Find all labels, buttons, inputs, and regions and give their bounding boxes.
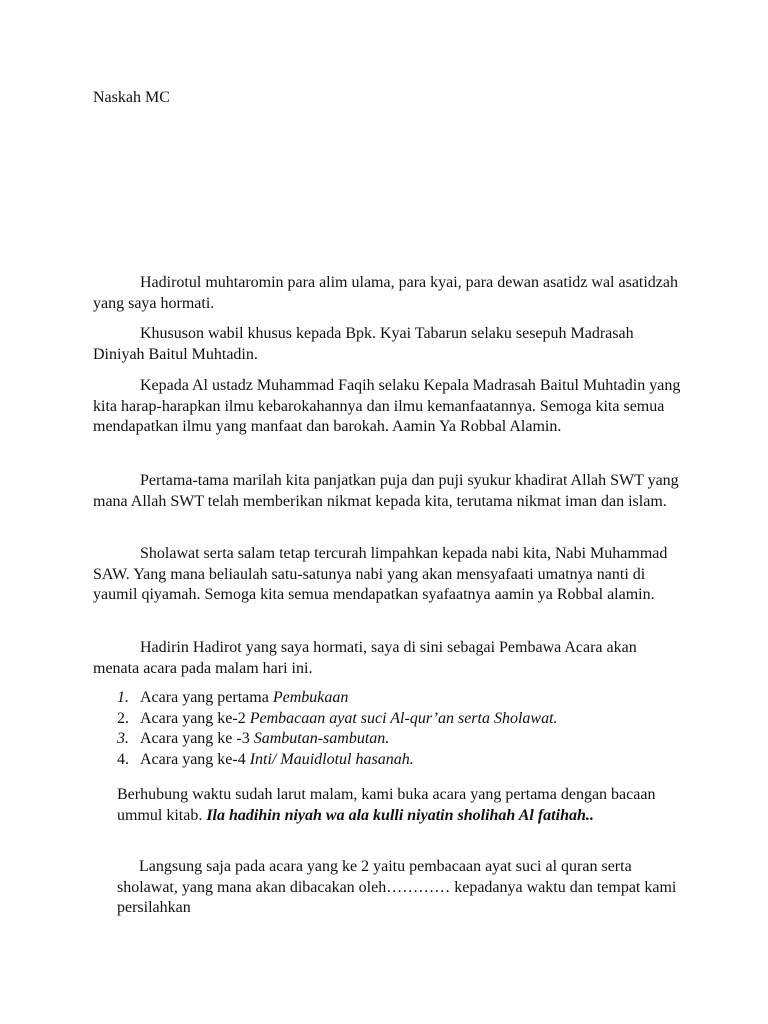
agenda-prefix: Acara yang ke -3 bbox=[140, 730, 254, 747]
agenda-number: 1. bbox=[117, 689, 129, 706]
agenda-number: 4. bbox=[117, 750, 129, 768]
paragraph-closing bbox=[117, 785, 681, 826]
paragraph-closing-emphasis: Ila hadihin niyah wa ala kulli niyatin sholihah Al fatihah.. bbox=[206, 806, 594, 824]
paragraph-final-text: Langsung saja pada acara yang ke 2 yaitu pembacaan ayat suci al quran serta sholawat, yang mana akan dibacakan oleh………… kepadanya waktu dan tempat kami persilahkan bbox=[117, 858, 677, 916]
agenda-item bbox=[117, 688, 558, 709]
paragraph-sholawat bbox=[93, 544, 681, 606]
agenda-title: Pembacaan ayat suci Al-qur’an serta Sholawat. bbox=[249, 709, 558, 727]
agenda-title: Pembukaan bbox=[272, 689, 349, 706]
paragraph-pertama-text: Pertama-tama marilah kita panjatkan puja dan puji syukur khadirat Allah SWT yang mana Allah SWT telah memberikan nikmat kepada kita, terutama nikmat iman dan islam. bbox=[93, 472, 679, 510]
agenda-title: Inti/ Mauidlotul hasanah. bbox=[249, 750, 414, 768]
agenda-item bbox=[117, 750, 558, 771]
paragraph-closing-text: Berhubung waktu sudah larut malam, kami buka acara yang pertama dengan bacaan ummul kitab. bbox=[117, 786, 656, 824]
agenda-prefix: Acara yang pertama bbox=[140, 689, 273, 706]
paragraph-greeting bbox=[93, 273, 681, 314]
agenda-prefix: Acara yang ke-4 bbox=[140, 750, 250, 768]
paragraph-pertama bbox=[93, 471, 681, 512]
agenda-list bbox=[117, 688, 558, 770]
paragraph-khususon bbox=[93, 324, 681, 365]
paragraph-hadirin bbox=[93, 638, 681, 679]
paragraph-khususon-text: Khususon wabil khusus kepada Bpk. Kyai Tabarun selaku sesepuh Madrasah Diniyah Baitul Muhtadin. bbox=[93, 325, 634, 363]
agenda-item bbox=[117, 709, 558, 730]
paragraph-ustadz bbox=[93, 376, 681, 438]
agenda-number: 3. bbox=[117, 730, 129, 747]
agenda-item bbox=[117, 729, 558, 750]
document-title: Naskah MC bbox=[93, 89, 170, 106]
paragraph-hadirin-text: Hadirin Hadirot yang saya hormati, saya di sini sebagai Pembawa Acara akan menata acara pada malam hari ini. bbox=[93, 639, 637, 677]
agenda-number: 2. bbox=[117, 709, 129, 727]
paragraph-greeting-text: Hadirotul muhtaromin para alim ulama, para kyai, para dewan asatidz wal asatidzah yang saya hormati. bbox=[93, 274, 679, 312]
paragraph-sholawat-text: Sholawat serta salam tetap tercurah limpahkan kepada nabi kita, Nabi Muhammad SAW. Yang mana beliaulah satu-satunya nabi yang akan mensyafaati umatnya nanti di yaumil qiyamah. Semoga kita semua mendapatkan syafaatnya aamin ya Robbal alamin. bbox=[93, 545, 668, 603]
paragraph-final bbox=[117, 857, 681, 919]
agenda-title: Sambutan-sambutan. bbox=[253, 730, 390, 747]
paragraph-ustadz-text: Kepada Al ustadz Muhammad Faqih selaku Kepala Madrasah Baitul Muhtadin yang kita harap-harapkan ilmu kebarokahannya dan ilmu kemanfaatannya. Semoga kita semua mendapatkan ilmu yang manfaat dan barokah. Aamin Ya Robbal Alamin. bbox=[93, 377, 681, 435]
agenda-prefix: Acara yang ke-2 bbox=[140, 709, 250, 727]
